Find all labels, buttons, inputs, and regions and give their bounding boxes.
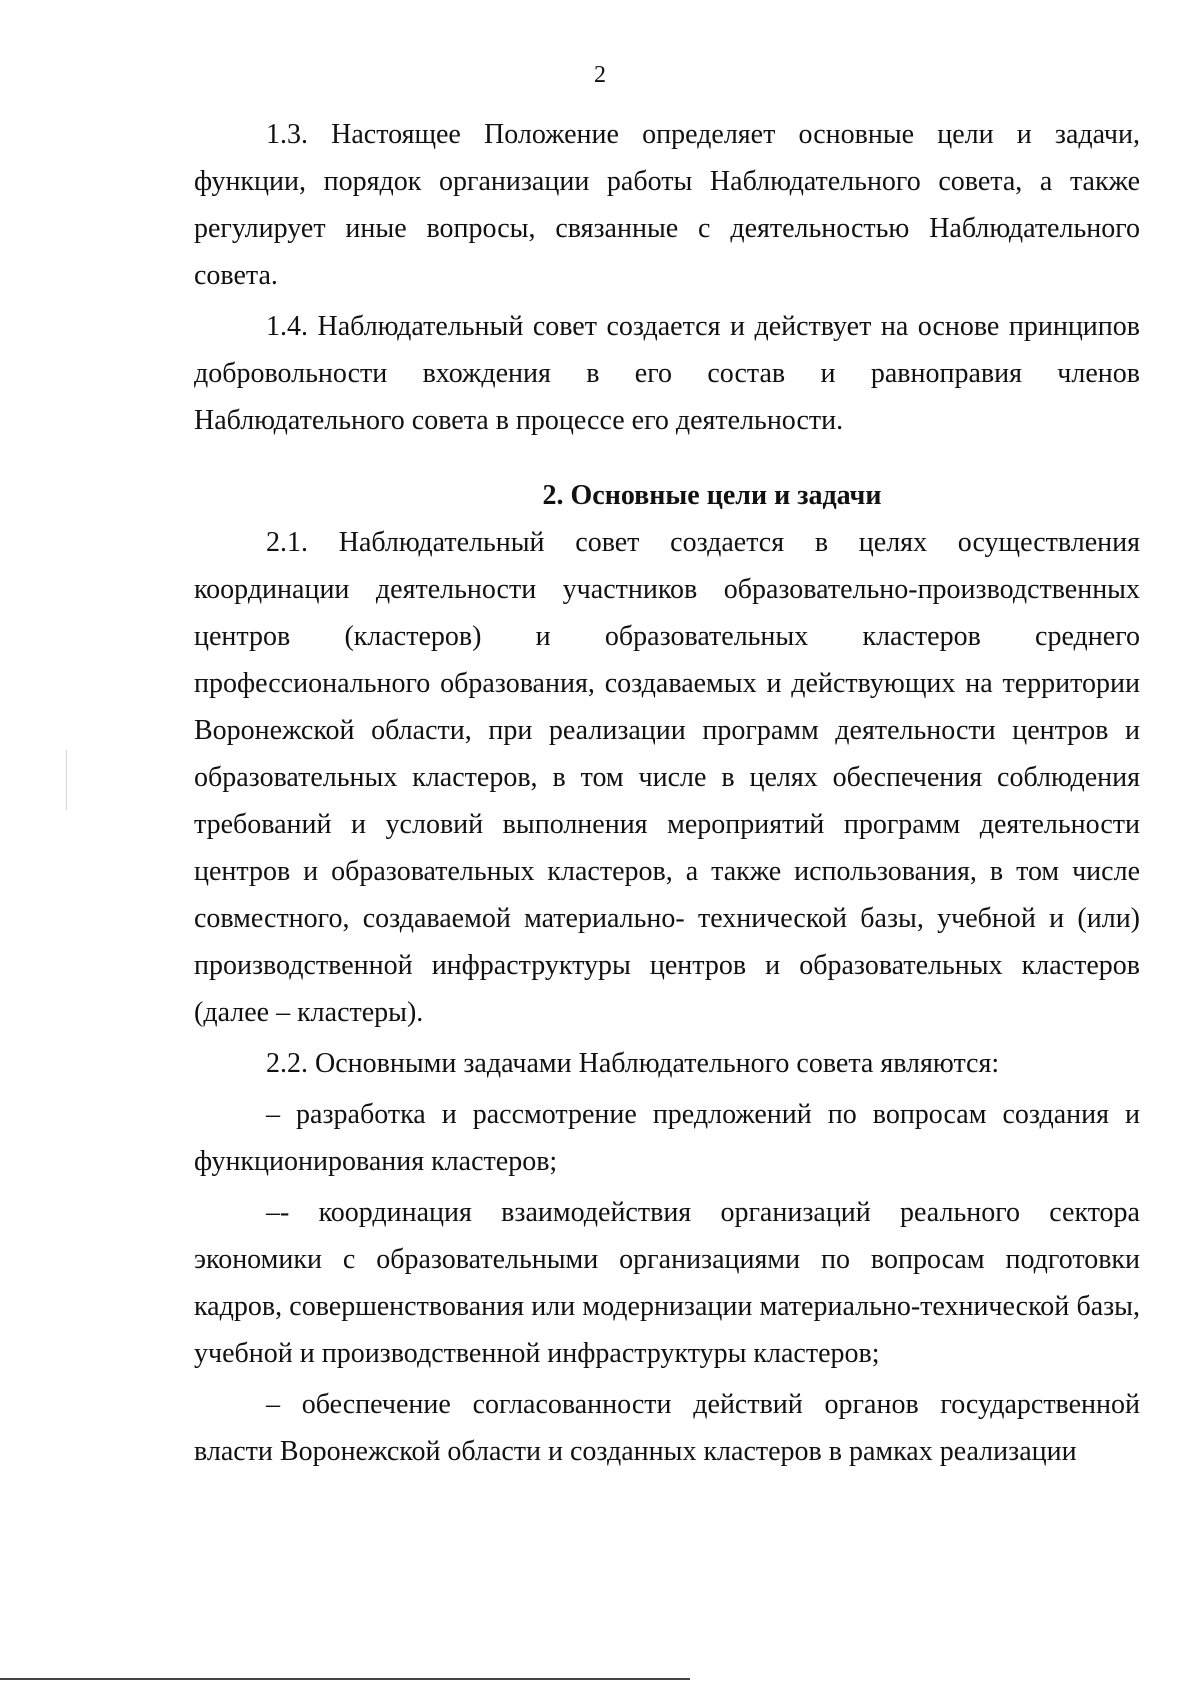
paragraph-1-3: 1.3. Настоящее Положение определяет основные цели и задачи, функции, порядок организации работы Наблюдательного совета, а также регулирует иные вопросы, связанные с деятельностью Наблюдательного совета. xyxy=(194,119,1140,291)
page-number: 2 xyxy=(594,62,606,88)
paragraph-2-1: 2.1. Наблюдательный совет создается в целях осуществления координации деятельности участников образовательно-производственных центров (кластеров) и образовательных кластеров среднего профессионального образования, создаваемых и действующих на территории Воронежской области, при реализации программ деятельности центров и образовательных кластеров, в том числе в целях обеспечения соблюдения требований и условий выполнения мероприятий программ деятельности центров и образовательных кластеров, а также использования, в том числе совместного, создаваемой материально- технической базы, учебной и (или) производственной инфраструктуры центров и образовательных кластеров (далее – кластеры). xyxy=(194,527,1140,1028)
paragraph-2-2: 2.2. Основными задачами Наблюдательного совета являются: xyxy=(266,1048,1000,1079)
paragraph-1-4: 1.4. Наблюдательный совет создается и действует на основе принципов добровольности вхождения в его состав и равноправия членов Наблюдательного совета в процессе его деятельности. xyxy=(194,311,1140,436)
list-item-development: – разработка и рассмотрение предложений по вопросам создания и функционирования кластеров; xyxy=(194,1099,1140,1177)
section-heading-2: 2. Основные цели и задачи xyxy=(542,480,882,511)
list-item-consistency: – обеспечение согласованности действий органов государственной власти Воронежской области и созданных кластеров в рамках реализации xyxy=(194,1389,1140,1467)
scan-margin-mark xyxy=(66,750,67,810)
bottom-scan-rule xyxy=(0,1678,690,1680)
document-body xyxy=(194,111,1140,1479)
list-item-coordination: –- координация взаимодействия организаций реального сектора экономики с образовательными организациями по вопросам подготовки кадров, совершенствования или модернизации материально-технической базы, учебной и производственной инфраструктуры кластеров; xyxy=(194,1197,1140,1369)
